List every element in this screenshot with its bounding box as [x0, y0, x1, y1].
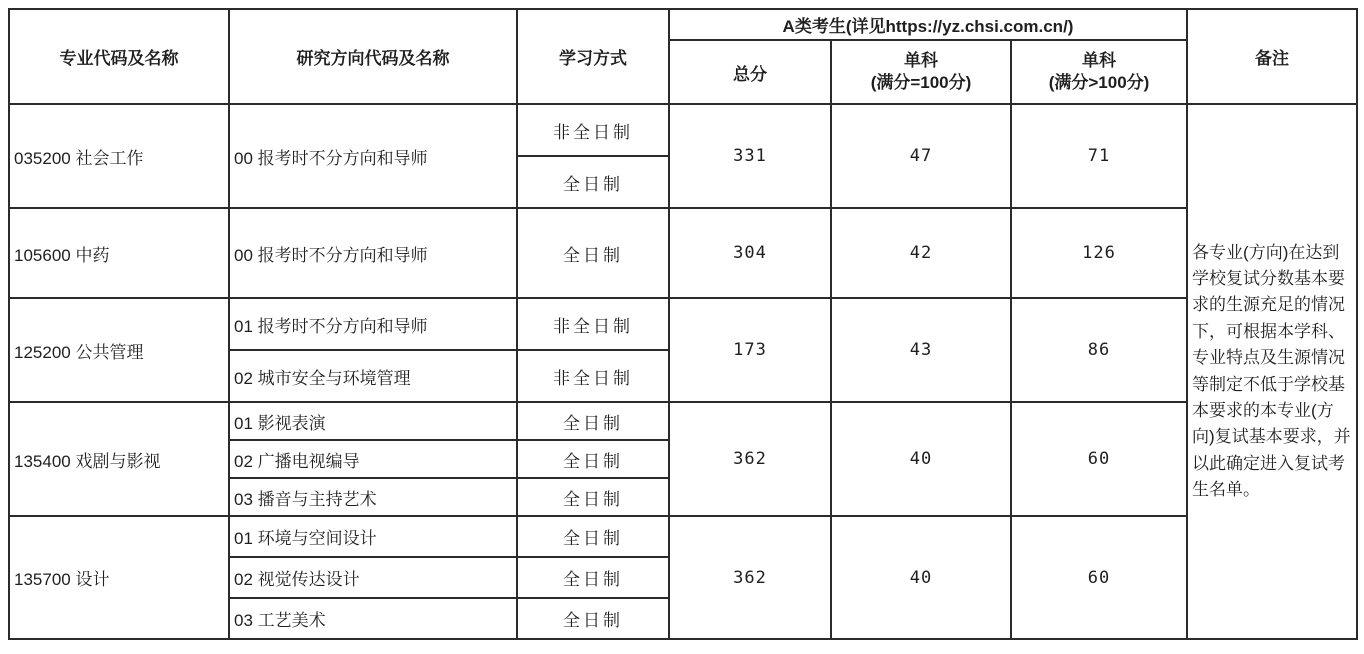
header-single-eq100-note: (满分=100分) [870, 73, 972, 92]
study-mode-cell: 全日制 [517, 440, 669, 478]
direction-cell: 02 城市安全与环境管理 [229, 350, 517, 402]
remarks-cell: 各专业(方向)在达到学校复试分数基本要求的生源充足的情况下，可根据本学科、专业特点及生源情况等制定不低于学校基本要求的本专业(方向)复试基本要求，并以此确定进入复试考生名单。 [1187, 104, 1357, 639]
study-mode-cell: 全日制 [517, 598, 669, 639]
direction-cell: 02 视觉传达设计 [229, 557, 517, 598]
single-eq100-cell: 40 [831, 516, 1011, 639]
study-mode-cell: 非全日制 [517, 298, 669, 350]
direction-cell: 02 广播电视编导 [229, 440, 517, 478]
header-remarks: 备注 [1187, 9, 1357, 104]
total-score-cell: 331 [669, 104, 831, 208]
header-single-label: 单科 [1082, 50, 1117, 70]
study-mode-cell: 非全日制 [517, 350, 669, 402]
single-eq100-cell: 42 [831, 208, 1011, 298]
single-gt100-cell: 60 [1011, 402, 1187, 516]
single-gt100-cell: 60 [1011, 516, 1187, 639]
total-score-cell: 304 [669, 208, 831, 298]
study-mode-cell: 非全日制 [517, 104, 669, 156]
header-total-score: 总分 [669, 40, 831, 104]
direction-cell: 00 报考时不分方向和导师 [229, 104, 517, 208]
direction-cell: 01 影视表演 [229, 402, 517, 440]
study-mode-cell: 全日制 [517, 478, 669, 516]
single-gt100-cell: 126 [1011, 208, 1187, 298]
header-major: 专业代码及名称 [9, 9, 229, 104]
major-cell: 135400 戏剧与影视 [9, 402, 229, 516]
study-mode-cell: 全日制 [517, 402, 669, 440]
direction-cell: 03 播音与主持艺术 [229, 478, 517, 516]
study-mode-cell: 全日制 [517, 557, 669, 598]
header-study-mode: 学习方式 [517, 9, 669, 104]
single-eq100-cell: 47 [831, 104, 1011, 208]
study-mode-cell: 全日制 [517, 516, 669, 557]
header-single-gt100 [1011, 40, 1187, 104]
study-mode-cell: 全日制 [517, 156, 669, 208]
admission-score-table [8, 8, 1358, 640]
direction-cell: 00 报考时不分方向和导师 [229, 208, 517, 298]
header-group-a: A类考生(详见https://yz.chsi.com.cn/) [669, 9, 1187, 40]
total-score-cell: 362 [669, 402, 831, 516]
header-single-eq100 [831, 40, 1011, 104]
single-eq100-cell: 43 [831, 298, 1011, 402]
single-gt100-cell: 86 [1011, 298, 1187, 402]
major-cell: 035200 社会工作 [9, 104, 229, 208]
major-cell: 125200 公共管理 [9, 298, 229, 402]
direction-cell: 03 工艺美术 [229, 598, 517, 639]
major-cell: 135700 设计 [9, 516, 229, 639]
header-single-gt100-note: (满分>100分) [1048, 73, 1150, 92]
single-gt100-cell: 71 [1011, 104, 1187, 208]
total-score-cell: 173 [669, 298, 831, 402]
header-direction: 研究方向代码及名称 [229, 9, 517, 104]
header-single-label: 单科 [904, 50, 938, 70]
study-mode-cell: 全日制 [517, 208, 669, 298]
single-eq100-cell: 40 [831, 402, 1011, 516]
total-score-cell: 362 [669, 516, 831, 639]
major-cell: 105600 中药 [9, 208, 229, 298]
direction-cell: 01 环境与空间设计 [229, 516, 517, 557]
direction-cell: 01 报考时不分方向和导师 [229, 298, 517, 350]
